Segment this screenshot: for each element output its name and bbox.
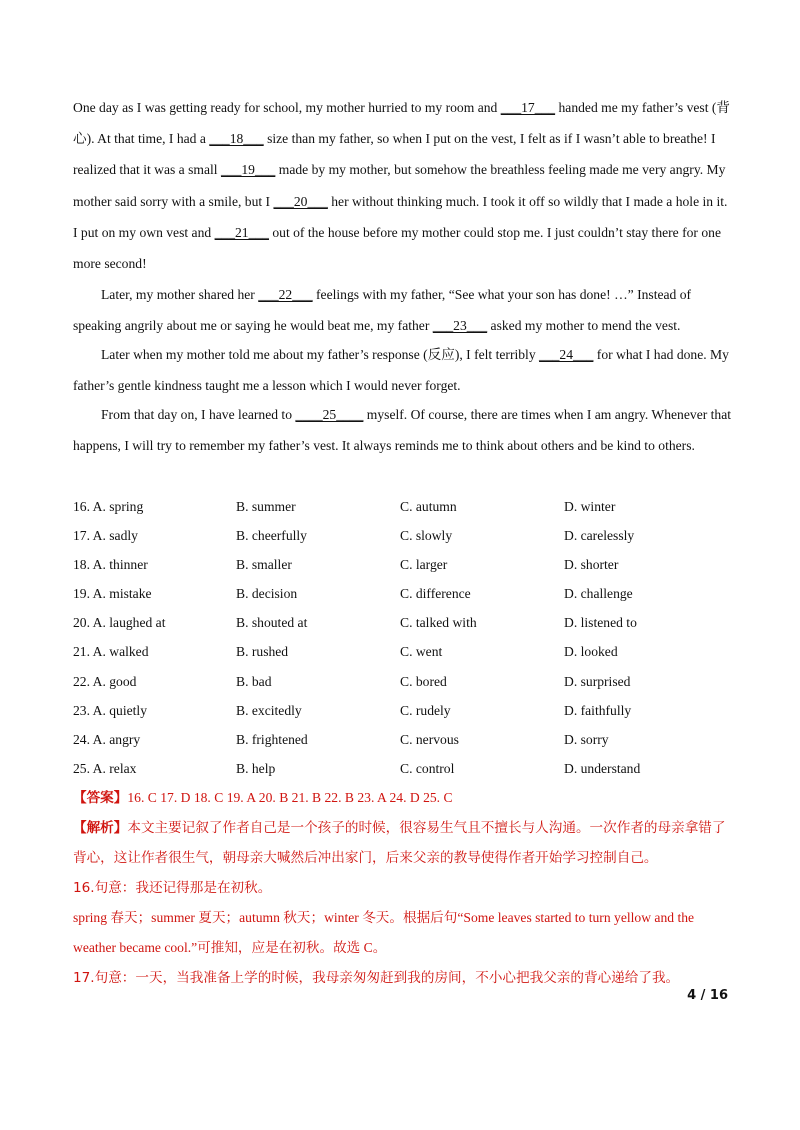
option-row-21: [73, 637, 733, 666]
option-d: D. carelessly: [564, 528, 635, 544]
option-b: B. rushed: [236, 644, 289, 660]
option-a: 19. A. mistake: [73, 586, 152, 602]
option-d: D. faithfully: [564, 702, 632, 718]
blank-20: ___20___: [273, 193, 328, 209]
option-c: C. talked with: [400, 615, 477, 631]
option-a: 20. A. laughed at: [73, 615, 166, 631]
passage-text: asked my mother to mend the vest.: [487, 318, 681, 334]
option-d: D. surprised: [564, 673, 631, 689]
analysis-text: 本文主要记叙了作者自己是一个孩子的时候，很容易生气且不擅长与人沟通。一次作者的母亲拿错了: [127, 820, 726, 836]
option-d: D. winter: [564, 499, 616, 514]
option-row-25: [73, 754, 733, 783]
option-c: C. larger: [400, 557, 448, 573]
option-b: B. cheerfully: [236, 528, 307, 544]
option-a: 22. A. good: [73, 673, 137, 689]
blank-23: ___23___: [432, 318, 488, 334]
option-b: B. shouted at: [236, 615, 308, 631]
option-a: 24. A. angry: [73, 731, 141, 747]
option-a: 21. A. walked: [73, 644, 149, 660]
option-b: B. help: [236, 760, 276, 776]
analysis-line-1: [73, 818, 743, 838]
option-a: 25. A. relax: [73, 760, 137, 776]
option-b: B. summer: [236, 499, 296, 514]
passage-text: her without thinking much. I took it off so wildly that I made a hole in it. I put on my own vest and: [73, 193, 728, 240]
answer-line: [73, 788, 743, 808]
option-b: B. excitedly: [236, 702, 302, 718]
blank-17: ___17___: [500, 100, 556, 115]
analysis-line-2: 背心，这让作者很生气，朝母亲大喊然后冲出家门，后来父亲的教导使得作者开始学习控制自己。: [73, 850, 658, 866]
option-b: B. bad: [236, 673, 272, 689]
blank-19: ___19___: [220, 162, 276, 178]
option-row-19: [73, 579, 733, 608]
option-row-17: [73, 521, 733, 550]
passage-text: made by my mother, but somehow the breathless feeling made me very angry. My mother said sorry with a smile, but I: [73, 162, 726, 209]
option-a: 23. A. quietly: [73, 702, 148, 718]
option-d: D. listened to: [564, 615, 637, 631]
option-a: 18. A. thinner: [73, 557, 148, 573]
passage-text: Later when my mother told me about my father’s response (反应), I felt terribly: [101, 347, 540, 362]
answer-text: 16. C 17. D 18. C 19. A 20. B 21. B 22. B 23. A 24. D 25. C: [127, 790, 453, 805]
option-d: D. looked: [564, 644, 618, 660]
passage-text: handed me my father’s vest (背心). At that time, I had a: [73, 100, 731, 147]
option-a: 16. A. spring: [73, 499, 144, 514]
option-c: C. autumn: [400, 499, 457, 514]
blank-24: ___24___: [539, 347, 594, 362]
option-d: D. understand: [564, 760, 641, 776]
option-c: C. went: [400, 644, 443, 660]
option-row-18: [73, 550, 733, 579]
option-row-23: [73, 696, 733, 725]
option-d: D. challenge: [564, 586, 633, 602]
option-row-16: [73, 492, 733, 521]
analysis-label: 【解析】: [73, 820, 128, 836]
option-row-24: [73, 725, 733, 754]
passage-text: feelings with my father, “See what your son has done! …” Instead of speaking angrily about me or saying he would beat me, my father: [73, 287, 692, 334]
passage-paragraph-4: [73, 399, 733, 461]
passage-text: From that day on, I have learned to: [101, 407, 296, 422]
option-row-22: [73, 667, 733, 696]
passage-paragraph-1: [73, 92, 733, 279]
passage-paragraph-2: [73, 279, 733, 341]
passage-paragraph-3: [73, 339, 733, 401]
option-c: C. difference: [400, 586, 471, 602]
options-list: [73, 492, 733, 783]
blank-25: ____25____: [295, 407, 364, 422]
blank-22: ___22___: [258, 287, 313, 302]
blank-21: ___21___: [214, 224, 269, 240]
q16-explanation-1: spring 春天；summer 夏天；autumn 秋天；winter 冬天。根据后句“Some leaves started to turn yellow and the: [73, 910, 695, 925]
option-b: B. decision: [236, 586, 298, 602]
passage-text: myself. Of course, there are times when I am angry. Whenever that happens, I will try to remember my father’s vest. It always reminds me to think about others and be kind to others.: [73, 407, 732, 454]
option-b: B. smaller: [236, 557, 292, 573]
page-number: 4 / 16: [687, 988, 728, 1003]
option-d: D. sorry: [564, 731, 609, 747]
option-c: C. nervous: [400, 731, 459, 747]
q17-sentence: 17.句意：一天，当我准备上学的时候，我母亲匆匆赶到我的房间，不小心把我父亲的背心递给了我。: [73, 970, 680, 986]
passage-text: Later, my mother shared her: [101, 287, 259, 302]
option-a: 17. A. sadly: [73, 528, 138, 544]
option-c: C. rudely: [400, 702, 451, 718]
option-c: C. control: [400, 760, 455, 776]
option-row-20: [73, 608, 733, 637]
option-c: C. slowly: [400, 528, 453, 544]
passage-text: for what I had done. My father’s gentle kindness taught me a lesson which I would never forget.: [73, 347, 729, 394]
q16-explanation-2: weather became cool.”可推知，应是在初秋。故选 C。: [73, 940, 387, 955]
option-d: D. shorter: [564, 557, 619, 573]
answer-label: 【答案】: [73, 790, 128, 806]
q16-sentence: 16.句意：我还记得那是在初秋。: [73, 880, 272, 896]
option-b: B. frightened: [236, 731, 308, 747]
passage-text: One day as I was getting ready for school, my mother hurried to my room and: [73, 100, 501, 115]
option-c: C. bored: [400, 673, 447, 689]
passage-text: size than my father, so when I put on the vest, I felt as if I wasn’t able to breathe! I realized that it was a small: [73, 131, 716, 178]
passage-text: out of the house before my mother could stop me. I just couldn’t stay there for one more second!: [73, 224, 721, 272]
blank-18: ___18___: [209, 131, 264, 147]
